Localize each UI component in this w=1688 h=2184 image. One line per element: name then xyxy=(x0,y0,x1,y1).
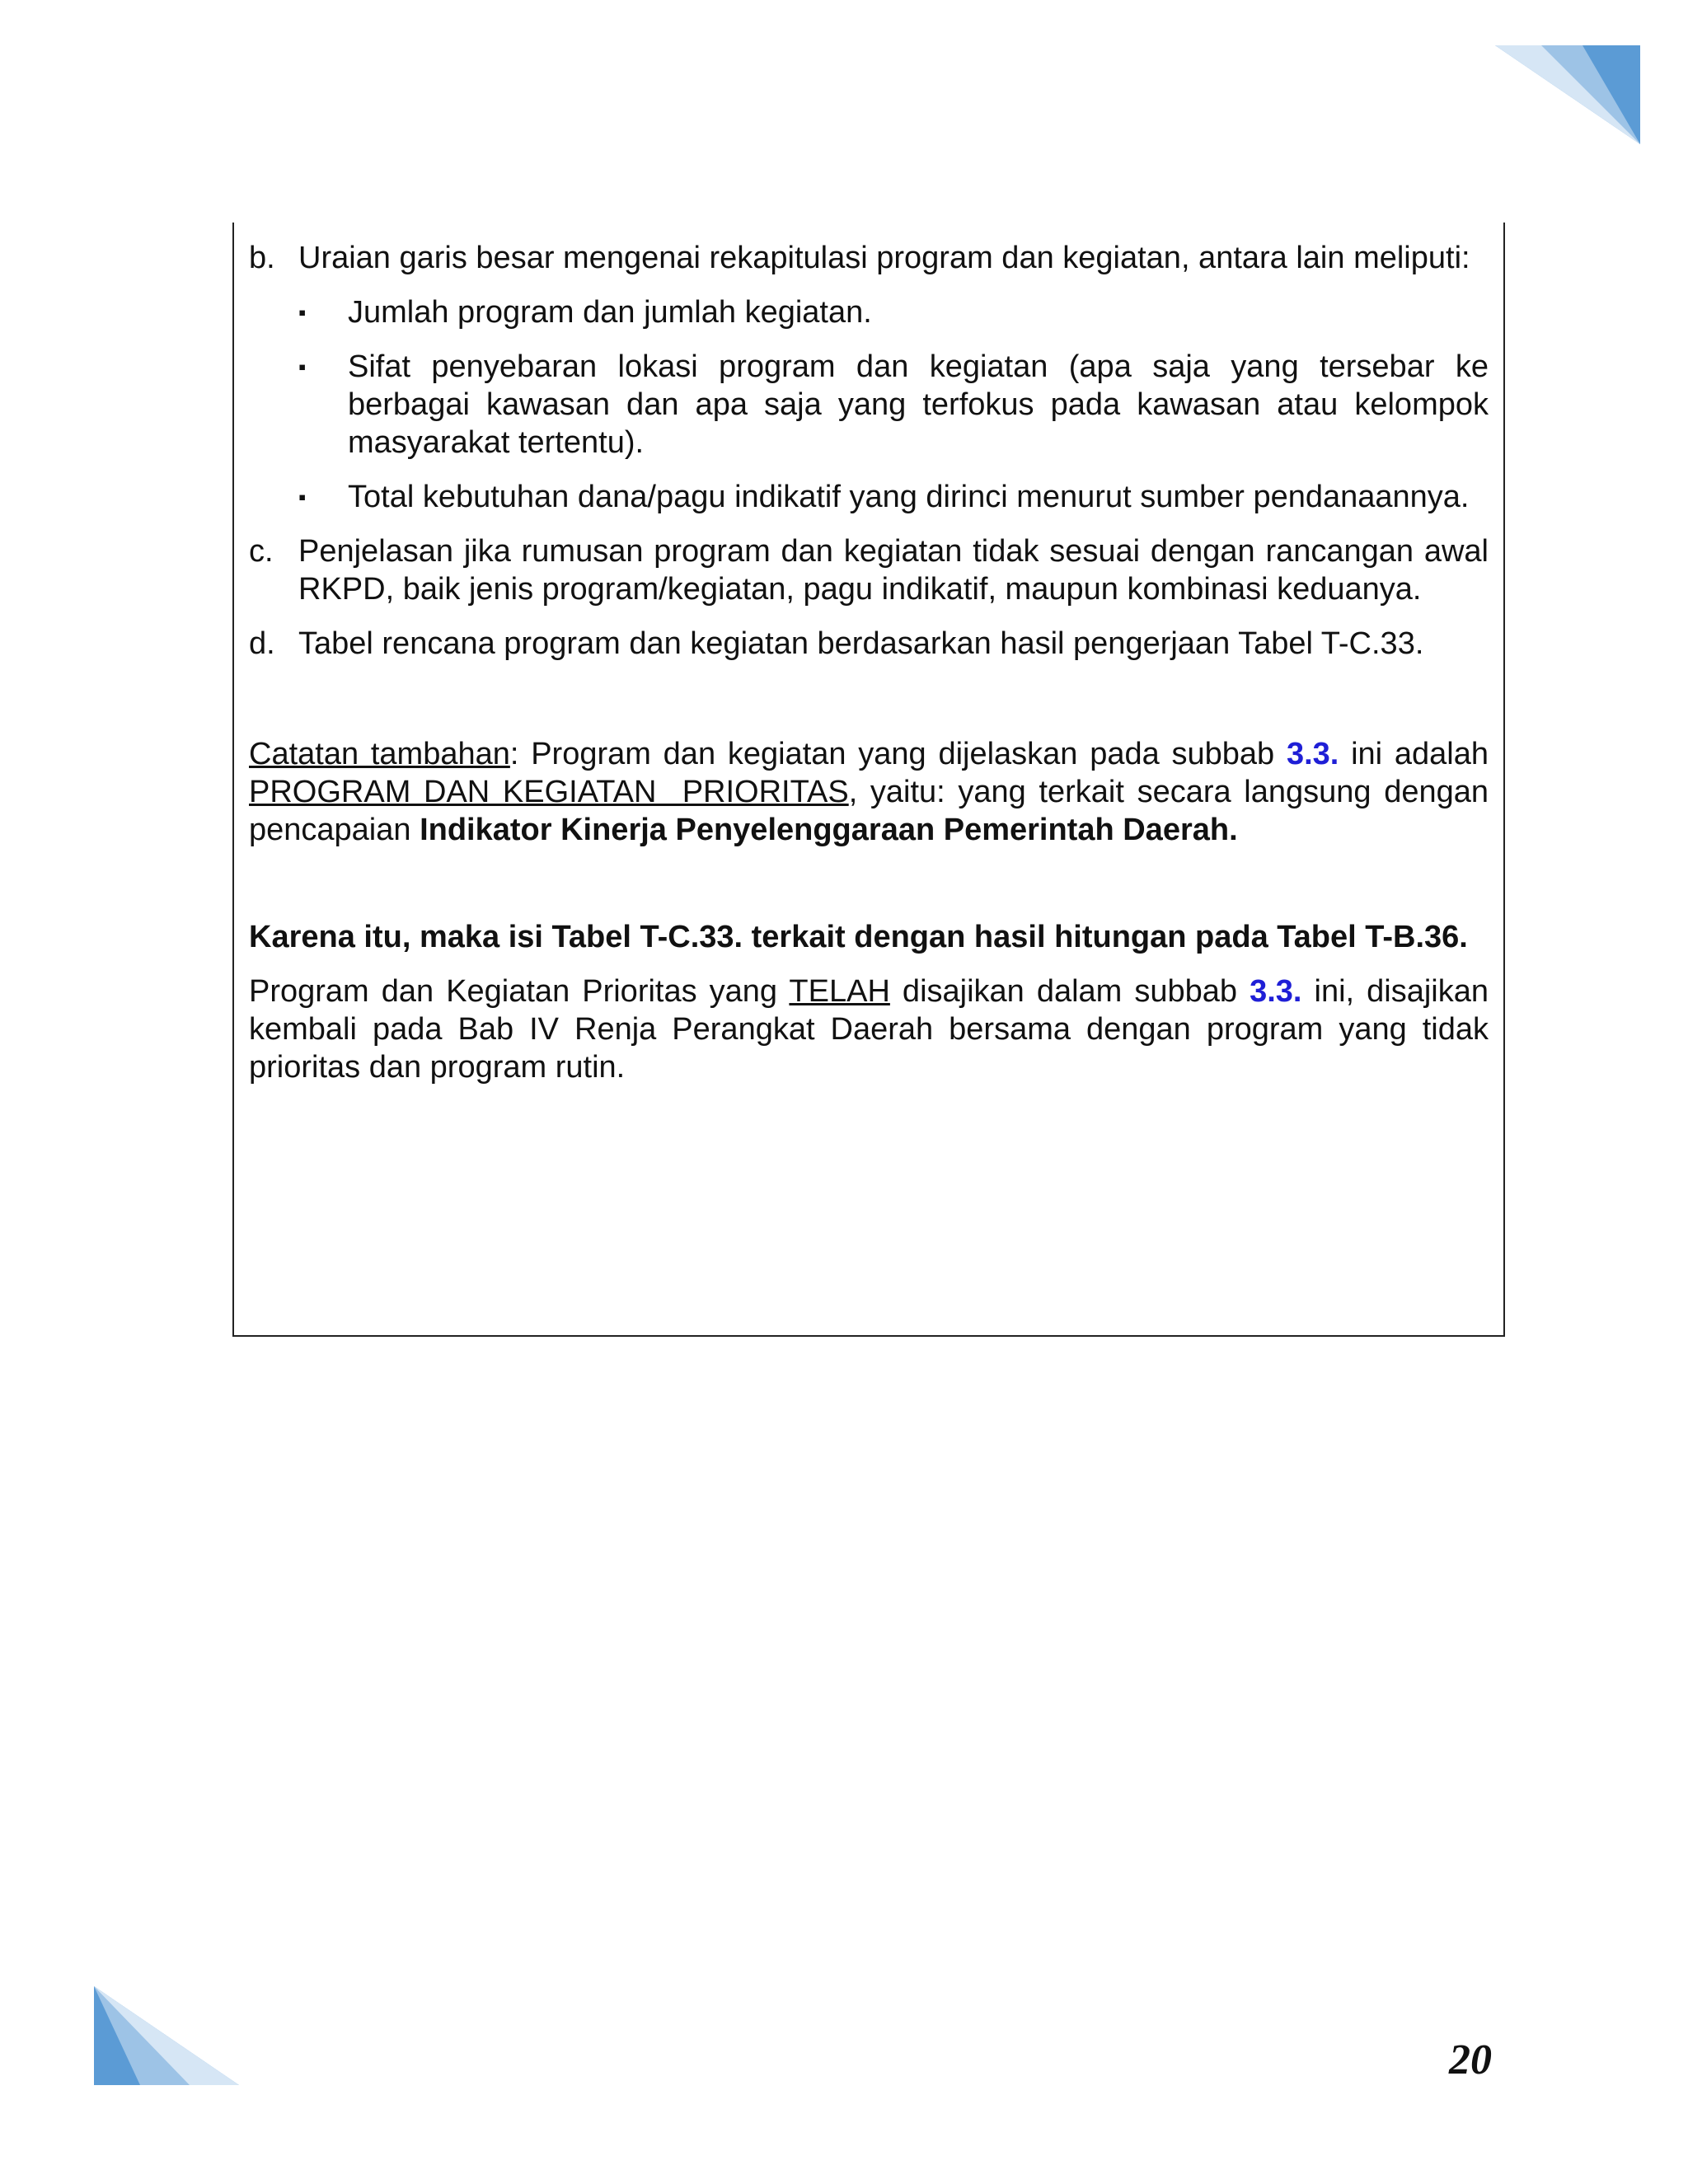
list-marker: d. xyxy=(249,626,275,661)
telah-emphasis: TELAH xyxy=(789,974,890,1009)
page-number: 20 xyxy=(1449,2036,1492,2083)
list-item-text: Tabel rencana program dan kegiatan berdasarkan hasil pengerjaan Tabel T-C.33. xyxy=(298,626,1424,661)
final-text: disajikan dalam subbab xyxy=(889,974,1250,1009)
bullet-icon: ▪ xyxy=(298,300,307,325)
list-marker: b. xyxy=(249,241,275,275)
bullet-list xyxy=(298,293,1489,516)
conclusion-text: Karena itu, maka isi Tabel T-C.33. terkait dengan hasil hitungan pada Tabel T-B.36. xyxy=(249,920,1468,954)
note-label: Catatan tambahan xyxy=(249,737,510,771)
indicator-emphasis: Indikator Kinerja Penyelenggaraan Pemerintah Daerah. xyxy=(420,813,1238,847)
bullet-text: Total kebutuhan dana/pagu indikatif yang dirinci menurut sumber pendanaannya. xyxy=(348,480,1470,514)
corner-decoration-top xyxy=(1484,41,1648,148)
final-text: Program dan Kegiatan Prioritas yang xyxy=(249,974,790,1009)
content-box xyxy=(232,223,1505,1337)
bullet-text: Jumlah program dan jumlah kegiatan. xyxy=(348,295,872,330)
priority-emphasis: PROGRAM DAN KEGIATAN PRIORITAS xyxy=(249,775,849,809)
bullet-icon: ▪ xyxy=(298,485,307,509)
list-item-c xyxy=(249,532,1489,608)
additional-note xyxy=(249,735,1489,849)
subsection-reference: 3.3. xyxy=(1286,737,1339,771)
list-marker: c. xyxy=(249,534,274,569)
note-text: , yaitu: yang terkait secara langsung dengan pencapaian xyxy=(249,775,1489,847)
bullet-icon: ▪ xyxy=(298,354,307,379)
list-item-text: Uraian garis besar mengenai rekapitulasi program dan kegiatan, antara lain meliputi: xyxy=(298,241,1470,275)
final-paragraph xyxy=(249,972,1489,1086)
bullet-text: Sifat penyebaran lokasi program dan kegiatan (apa saja yang tersebar ke berbagai kawasan dan apa saja yang terfokus pada kawasan atau kelompok masyarakat tertentu). xyxy=(348,349,1489,460)
final-text: ini, disajikan kembali pada Bab IV Renja Perangkat Daerah bersama dengan program yang tidak prioritas dan program rutin. xyxy=(249,974,1489,1085)
bullet-item xyxy=(298,348,1489,462)
list-item-b xyxy=(249,239,1489,516)
corner-decoration-bottom xyxy=(91,1982,243,2089)
subsection-reference: 3.3. xyxy=(1250,974,1302,1009)
note-text: Program dan kegiatan yang dijelaskan pada subbab xyxy=(518,737,1287,771)
note-text: ini adalah xyxy=(1339,737,1489,771)
content-body xyxy=(249,239,1489,1086)
note-colon: : xyxy=(509,737,519,771)
bullet-item xyxy=(298,293,1489,331)
list-item-d xyxy=(249,625,1489,663)
bullet-item xyxy=(298,478,1489,516)
list-item-text: Penjelasan jika rumusan program dan kegiatan tidak sesuai dengan rancangan awal RKPD, baik jenis program/kegiatan, pagu indikatif, maupun kombinasi keduanya. xyxy=(298,534,1489,607)
